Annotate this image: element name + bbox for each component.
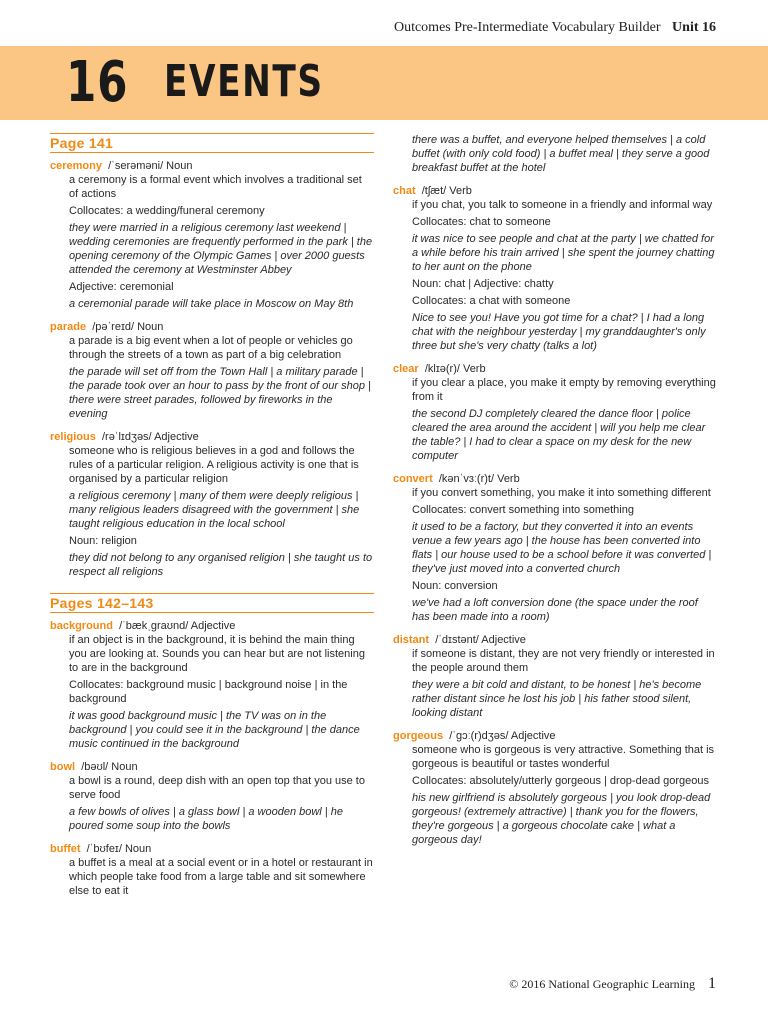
entry-bowl <box>50 760 374 833</box>
headword: gorgeous <box>393 730 444 742</box>
collocates: Collocates: absolutely/utterly gorgeous | drop-dead gorgeous <box>412 775 709 787</box>
book-title: Outcomes Pre-Intermediate Vocabulary Builder <box>393 20 661 35</box>
section-heading-pages-142-143: Pages 142–143 <box>50 593 374 613</box>
collocates: Collocates: a wedding/funeral ceremony <box>69 205 265 217</box>
definition: if an object is in the background, it is behind the main thing you are looking at. Sounds you can hear but are not listening to are in the background <box>69 634 365 674</box>
collocates: Collocates: background music | background noise | in the background <box>69 679 348 705</box>
entry-distant <box>393 633 717 720</box>
pronunciation: /rəˈlɪdʒəs/ Adjective <box>101 431 199 443</box>
example: his new girlfriend is absolutely gorgeous | you look drop-dead gorgeous! (extremely attractive) | thank you for the flowers, they're gorgeous | a gorgeous chocolate cake | what a gorgeous day! <box>412 792 711 846</box>
definition: a bowl is a round, deep dish with an open top that you use to serve food <box>69 775 365 801</box>
section-heading-page-141: Page 141 <box>50 133 374 153</box>
headword: ceremony <box>50 160 102 172</box>
entry-buffet <box>50 842 374 898</box>
pronunciation: /pəˈreɪd/ Noun <box>92 321 164 333</box>
running-header <box>394 20 716 36</box>
copyright-text: © 2016 National Geographic Learning <box>509 977 695 991</box>
entry-religious <box>50 430 374 579</box>
example: they did not belong to any organised religion | she taught us to respect all religions <box>69 552 373 578</box>
headword: bowl <box>50 761 76 773</box>
collocates: Collocates: convert something into something <box>412 504 634 516</box>
headword: parade <box>50 321 87 333</box>
pronunciation: /kənˈvɜː(r)t/ Verb <box>438 473 520 485</box>
pronunciation: /bəʊl/ Noun <box>81 761 138 773</box>
definition: a ceremony is a formal event which involves a traditional set of actions <box>69 174 362 200</box>
definition: if someone is distant, they are not very friendly or interested in the people around them <box>412 648 715 674</box>
page-number: 1 <box>708 975 716 992</box>
pronunciation: /klɪə(r)/ Verb <box>424 363 486 375</box>
example: it used to be a factory, but they converted it into an events venue a few years ago | the house has been converted into flats | our house used to be a school before it was converted | they've just moved into a converted church <box>412 521 712 575</box>
example: it was nice to see people and chat at the party | we chatted for a while before his train arrived | she spent the journey chatting to her aunt on the phone <box>412 233 715 273</box>
headword: buffet <box>50 843 81 855</box>
definition: someone who is religious believes in a god and follows the rules of a particular religion. A religious activity is one that is organised by a particular religion <box>69 445 359 485</box>
definition: someone who is gorgeous is very attractive. Something that is gorgeous is beautiful or tastes wonderful <box>412 744 715 770</box>
example: there was a buffet, and everyone helped themselves | a cold buffet (with only cold food) | a buffet meal | they serve a good breakfast buffet at the hotel <box>412 134 710 174</box>
headword: distant <box>393 634 430 646</box>
entry-chat <box>393 184 717 353</box>
chapter-number: 16 <box>66 50 129 115</box>
example: the second DJ completely cleared the dance floor | police cleared the area around the accident | will you help me clear the table? | I had to clear a space on my desk for the new computer <box>412 408 706 462</box>
entry-gorgeous <box>393 729 717 847</box>
entry-clear <box>393 362 717 463</box>
entry-buffet-continued <box>393 133 717 175</box>
headword: convert <box>393 473 433 485</box>
related-form: Noun: religion <box>69 535 137 547</box>
entry-convert <box>393 472 717 624</box>
related-form: Adjective: ceremonial <box>69 281 174 293</box>
example: a religious ceremony | many of them were deeply religious | many religious leaders disagreed with the government | she taught religious education in the local school <box>69 490 360 530</box>
related-form: Noun: chat | Adjective: chatty <box>412 278 554 290</box>
definition: a parade is a big event when a lot of people or vehicles go through the streets of a town as part of a big celebration <box>69 335 353 361</box>
left-column <box>50 133 374 907</box>
chapter-banner <box>0 46 768 120</box>
example: a ceremonial parade will take place in Moscow on May 8th <box>69 298 354 310</box>
headword: background <box>50 620 113 632</box>
pronunciation: /ˈɡɔː(r)dʒəs/ Adjective <box>449 730 556 742</box>
example: Nice to see you! Have you got time for a chat? | I had a long chat with the neighbour yesterday | my granddaughter's only three but she's very chatty (talks a lot) <box>412 312 706 352</box>
example: the parade will set off from the Town Hall | a military parade | the parade took over an hour to pass by the front of our shop | there were street parades, followed by fireworks in the evening <box>69 366 371 420</box>
entry-ceremony <box>50 159 374 311</box>
pronunciation: /tʃæt/ Verb <box>421 185 472 197</box>
example: they were a bit cold and distant, to be honest | he's become rather distant since he lost his job | his father stood silent, looking distant <box>412 679 702 719</box>
chapter-title: EVENTS <box>164 56 324 107</box>
example: they were married in a religious ceremony last weekend | wedding ceremonies are frequently performed in the park | the opening ceremony of the Olympic Games | over 2000 guests attended the ceremony at Westminster Abbey <box>69 222 373 276</box>
headword: clear <box>393 363 419 375</box>
pronunciation: /ˈbækˌɡraʊnd/ Adjective <box>119 620 236 632</box>
related-form: Noun: conversion <box>412 580 498 592</box>
headword: chat <box>393 185 416 197</box>
pronunciation: /ˈdɪstənt/ Adjective <box>435 634 526 646</box>
definition: a buffet is a meal at a social event or in a hotel or restaurant in which people take food from a large table and sit somewhere else to eat it <box>69 857 373 897</box>
right-column <box>393 133 717 856</box>
definition: if you convert something, you make it into something different <box>412 487 711 499</box>
collocates: Collocates: a chat with someone <box>412 295 571 307</box>
definition: if you chat, you talk to someone in a friendly and informal way <box>412 199 713 211</box>
pronunciation: /ˈbʊfeɪ/ Noun <box>86 843 152 855</box>
page-footer <box>509 975 716 993</box>
example: we've had a loft conversion done (the space under the roof has been made into a room) <box>412 597 698 623</box>
pronunciation: /ˈserəməni/ Noun <box>108 160 193 172</box>
entry-parade <box>50 320 374 421</box>
unit-label: Unit 16 <box>672 20 716 35</box>
headword: religious <box>50 431 96 443</box>
collocates: Collocates: chat to someone <box>412 216 551 228</box>
entry-background <box>50 619 374 751</box>
example: it was good background music | the TV was on in the background | you could see it in the background | the dance music continued in the background <box>69 710 360 750</box>
definition: if you clear a place, you make it empty by removing everything from it <box>412 377 716 403</box>
example: a few bowls of olives | a glass bowl | a wooden bowl | he poured some soup into the bowls <box>69 806 343 832</box>
